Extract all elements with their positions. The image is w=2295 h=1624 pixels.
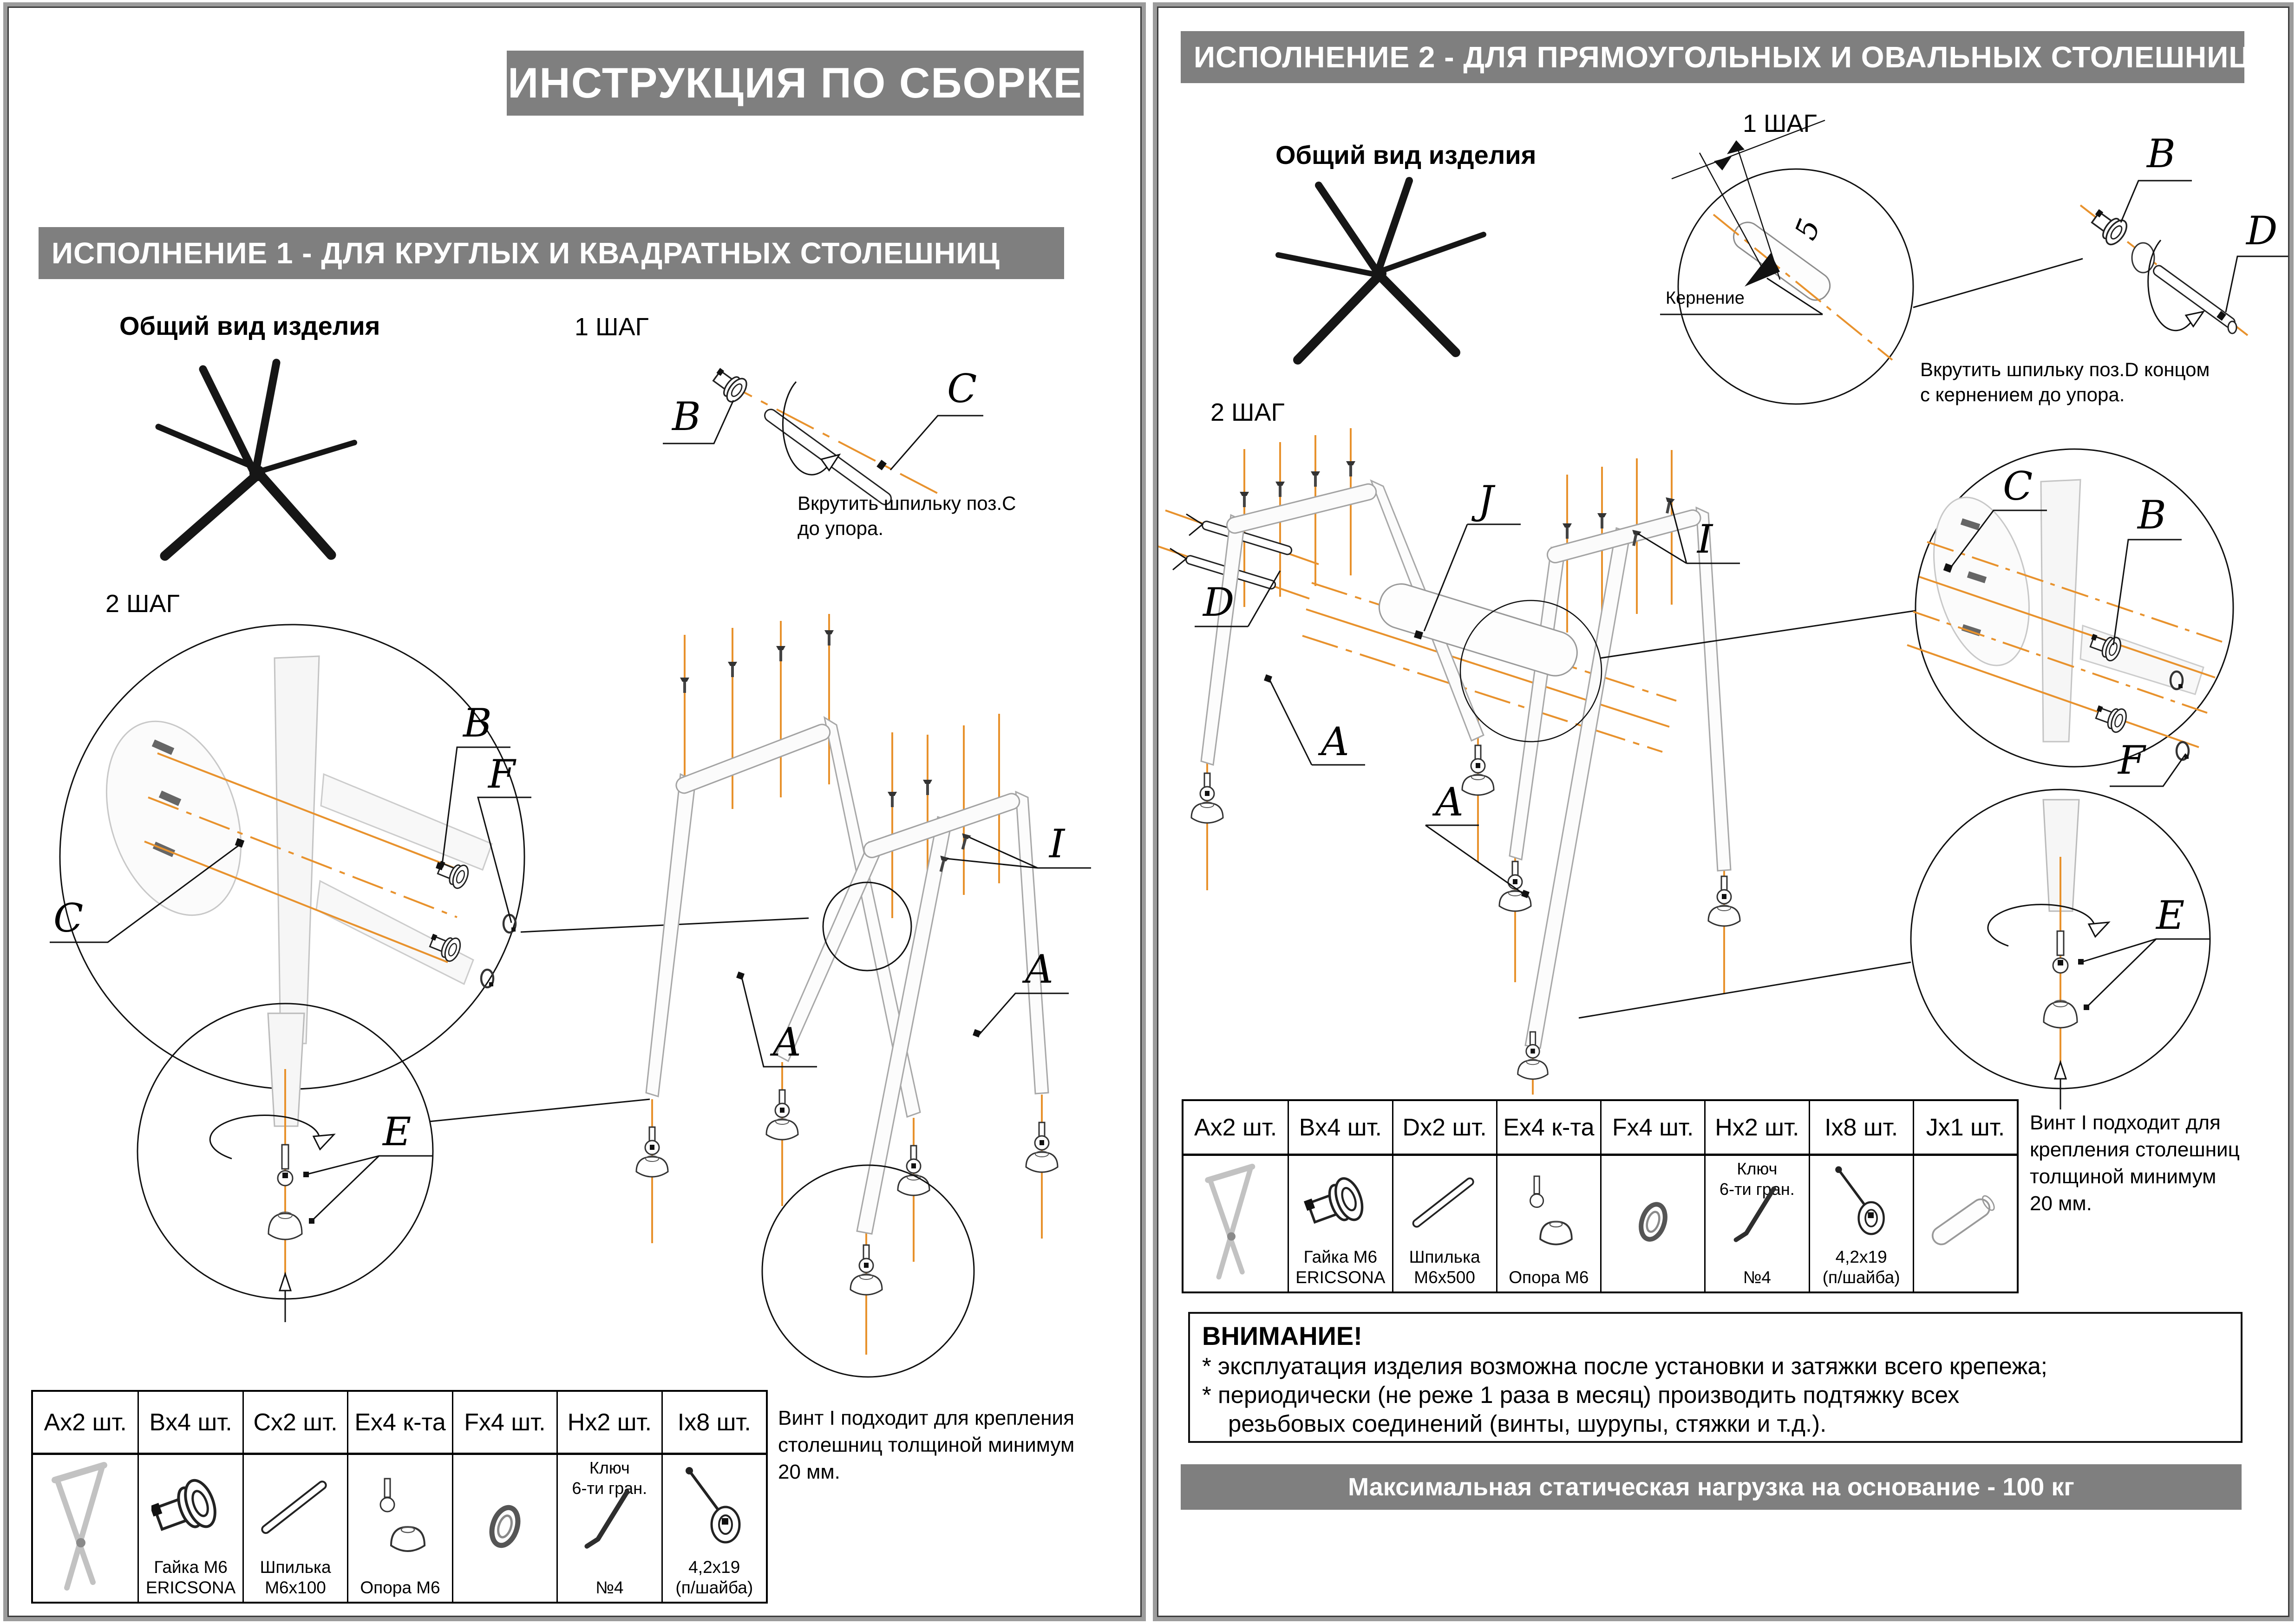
step2-frame-drawing <box>1158 428 1916 1095</box>
max-load-banner: Максимальная статическая нагрузка на основание - 100 кг <box>1181 1464 2242 1510</box>
callout-d-label: D <box>2246 208 2278 254</box>
part-cell-f <box>1600 1156 1704 1291</box>
part-cell-h: Ключ 6-ти гран. №4 <box>1704 1156 1808 1291</box>
part-cell-d: Шпилька М6х500 <box>1392 1156 1496 1291</box>
version2-banner: ИСПОЛНЕНИЕ 2 - ДЛЯ ПРЯМОУГОЛЬНЫХ И ОВАЛЬНЫХ СТОЛЕШНИЦ <box>1181 31 2244 83</box>
clip-icon <box>475 1485 535 1568</box>
col-header: Ix8 шт. <box>661 1392 766 1455</box>
callout-d2-label: D <box>1203 580 1235 625</box>
part-cell-e: Опора М6 <box>1496 1156 1600 1291</box>
callout-b-label: B <box>672 394 701 439</box>
foot-support-icon <box>1511 1170 1586 1253</box>
tabletop-note: Винт I подходит для крепления столешниц толщиной минимум 20 мм. <box>2030 1111 2240 1215</box>
part-cell-i: 4,2х19 (п/шайба) <box>661 1455 766 1602</box>
callout-a1-label: A <box>1321 719 1349 764</box>
stud-icon <box>1407 1160 1482 1243</box>
col-header: Jx1 шт. <box>1913 1101 2017 1156</box>
col-header: Ex4 к-та <box>347 1392 451 1455</box>
col-header: Ax2 шт. <box>33 1392 137 1455</box>
warning-title: ВНИМАНИЕ! <box>1202 1321 1362 1350</box>
col-header: Bx4 шт. <box>137 1392 242 1455</box>
col-header: Cx2 шт. <box>242 1392 347 1455</box>
step1-caption: Вкрутить шпильку поз.С до упора. <box>798 492 1016 539</box>
col-header: Hx2 шт. <box>1704 1101 1808 1156</box>
overview-label: Общий вид изделия <box>119 311 380 340</box>
warning-box <box>1188 1312 2243 1443</box>
col-header: Bx4 шт. <box>1288 1101 1392 1156</box>
hex-key-icon <box>575 1477 644 1556</box>
page-title: ИНСТРУКЦИЯ ПО СБОРКЕ <box>507 51 1084 116</box>
insert-nut-icon <box>151 1464 230 1548</box>
col-header: Ix8 шт. <box>1809 1101 1913 1156</box>
step1-label: 1 ШАГ <box>1743 110 1817 137</box>
callout-i-label: I <box>1049 821 1065 867</box>
step2-detail-circle <box>50 625 809 1089</box>
warning-line: * периодически (не реже 1 раза в месяц) производить подтяжку всех <box>1202 1382 1960 1408</box>
screw-washer-icon <box>677 1460 752 1552</box>
col-header: Ex4 к-та <box>1496 1101 1600 1156</box>
panel-version-1 <box>7 7 1142 1617</box>
step1-drawing <box>663 364 983 507</box>
clip-icon <box>1625 1182 1681 1261</box>
callout-b2-label: B <box>2138 492 2166 538</box>
kernenie-label: Кернение <box>1666 288 1745 308</box>
callout-e-label: E <box>383 1109 412 1154</box>
warning-line: * эксплуатация изделия возможна после установки и затяжки всего крепежа; <box>1202 1353 2047 1379</box>
parts-table-version2 <box>1182 1099 2019 1293</box>
overview-label: Общий вид изделия <box>1275 140 1537 170</box>
col-header: Fx4 шт. <box>1600 1101 1704 1156</box>
dimension-5-label: 5 <box>1788 214 1828 245</box>
version1-banner: ИСПОЛНЕНИЕ 1 - ДЛЯ КРУГЛЫХ И КВАДРАТНЫХ СТОЛЕШНИЦ <box>39 227 1064 279</box>
insert-nut-icon <box>1303 1162 1378 1241</box>
callout-c-label: C <box>2003 463 2033 509</box>
callout-f-label: F <box>2118 737 2145 783</box>
step2-frame-drawing <box>636 614 1091 1355</box>
part-cell-b: Гайка М6 ERICSONA <box>137 1455 242 1602</box>
part-cell-j <box>1913 1156 2017 1291</box>
step2-label: 2 ШАГ <box>1210 398 1285 426</box>
product-overview-drawing <box>158 363 354 556</box>
callout-c2-label: C <box>53 895 84 941</box>
part-cell-b: Гайка М6 ERICSONA <box>1288 1156 1392 1291</box>
foot-support-icon <box>360 1472 439 1560</box>
joint-detail-circle <box>1907 449 2233 786</box>
foot-detail-circle-e <box>137 1004 650 1322</box>
callout-j-label: J <box>1478 477 1494 523</box>
part-cell-c: Шпилька М6х100 <box>242 1455 347 1602</box>
part-cell-a <box>1183 1156 1288 1291</box>
product-overview-drawing <box>1278 181 1484 360</box>
col-header: Hx2 шт. <box>556 1392 661 1455</box>
col-header: Ax2 шт. <box>1183 1101 1288 1156</box>
spacer-tube-icon <box>1928 1182 2002 1261</box>
callout-b2-label: B <box>463 700 492 746</box>
leg-frame-icon <box>48 1457 123 1596</box>
callout-b-label: B <box>2147 131 2176 176</box>
warning-line: резьбовых соединений (винты, шурупы, стяжки и т.д.). <box>1228 1410 1827 1437</box>
tabletop-note: Винт I подходит для крепления столешниц толщиной минимум 20 мм. <box>778 1407 1075 1483</box>
col-header: Fx4 шт. <box>452 1392 556 1455</box>
part-cell-e: Опора М6 <box>347 1455 451 1602</box>
callout-e-label: E <box>2156 893 2185 938</box>
step1-caption: Вкрутить шпильку поз.D концом с кернением до упора. <box>1920 359 2210 405</box>
callout-a2-label: A <box>1025 946 1053 992</box>
parts-table-version1 <box>31 1390 768 1604</box>
step2-label: 2 ШАГ <box>105 590 180 618</box>
panel-version-2 <box>1157 7 2289 1617</box>
part-cell-f <box>452 1455 556 1602</box>
part-cell-a <box>33 1455 137 1602</box>
hex-key-icon <box>1725 1174 1790 1249</box>
step1-label: 1 ШАГ <box>575 313 649 341</box>
callout-i-label: I <box>1697 516 1713 562</box>
callout-a2-label: A <box>1435 779 1464 825</box>
foot-detail-circle-e <box>1579 789 2210 1109</box>
callout-a1-label: A <box>773 1019 801 1065</box>
part-cell-i: 4,2х19 (п/шайба) <box>1809 1156 1913 1291</box>
callout-c-label: C <box>947 366 977 411</box>
callout-f-label: F <box>488 751 516 797</box>
col-header: Dx2 шт. <box>1392 1101 1496 1156</box>
screw-washer-icon <box>1826 1160 1896 1243</box>
part-cell-h: Ключ 6-ти гран. №4 <box>556 1455 661 1602</box>
stud-icon <box>256 1462 335 1550</box>
leg-frame-icon <box>1201 1159 1270 1285</box>
